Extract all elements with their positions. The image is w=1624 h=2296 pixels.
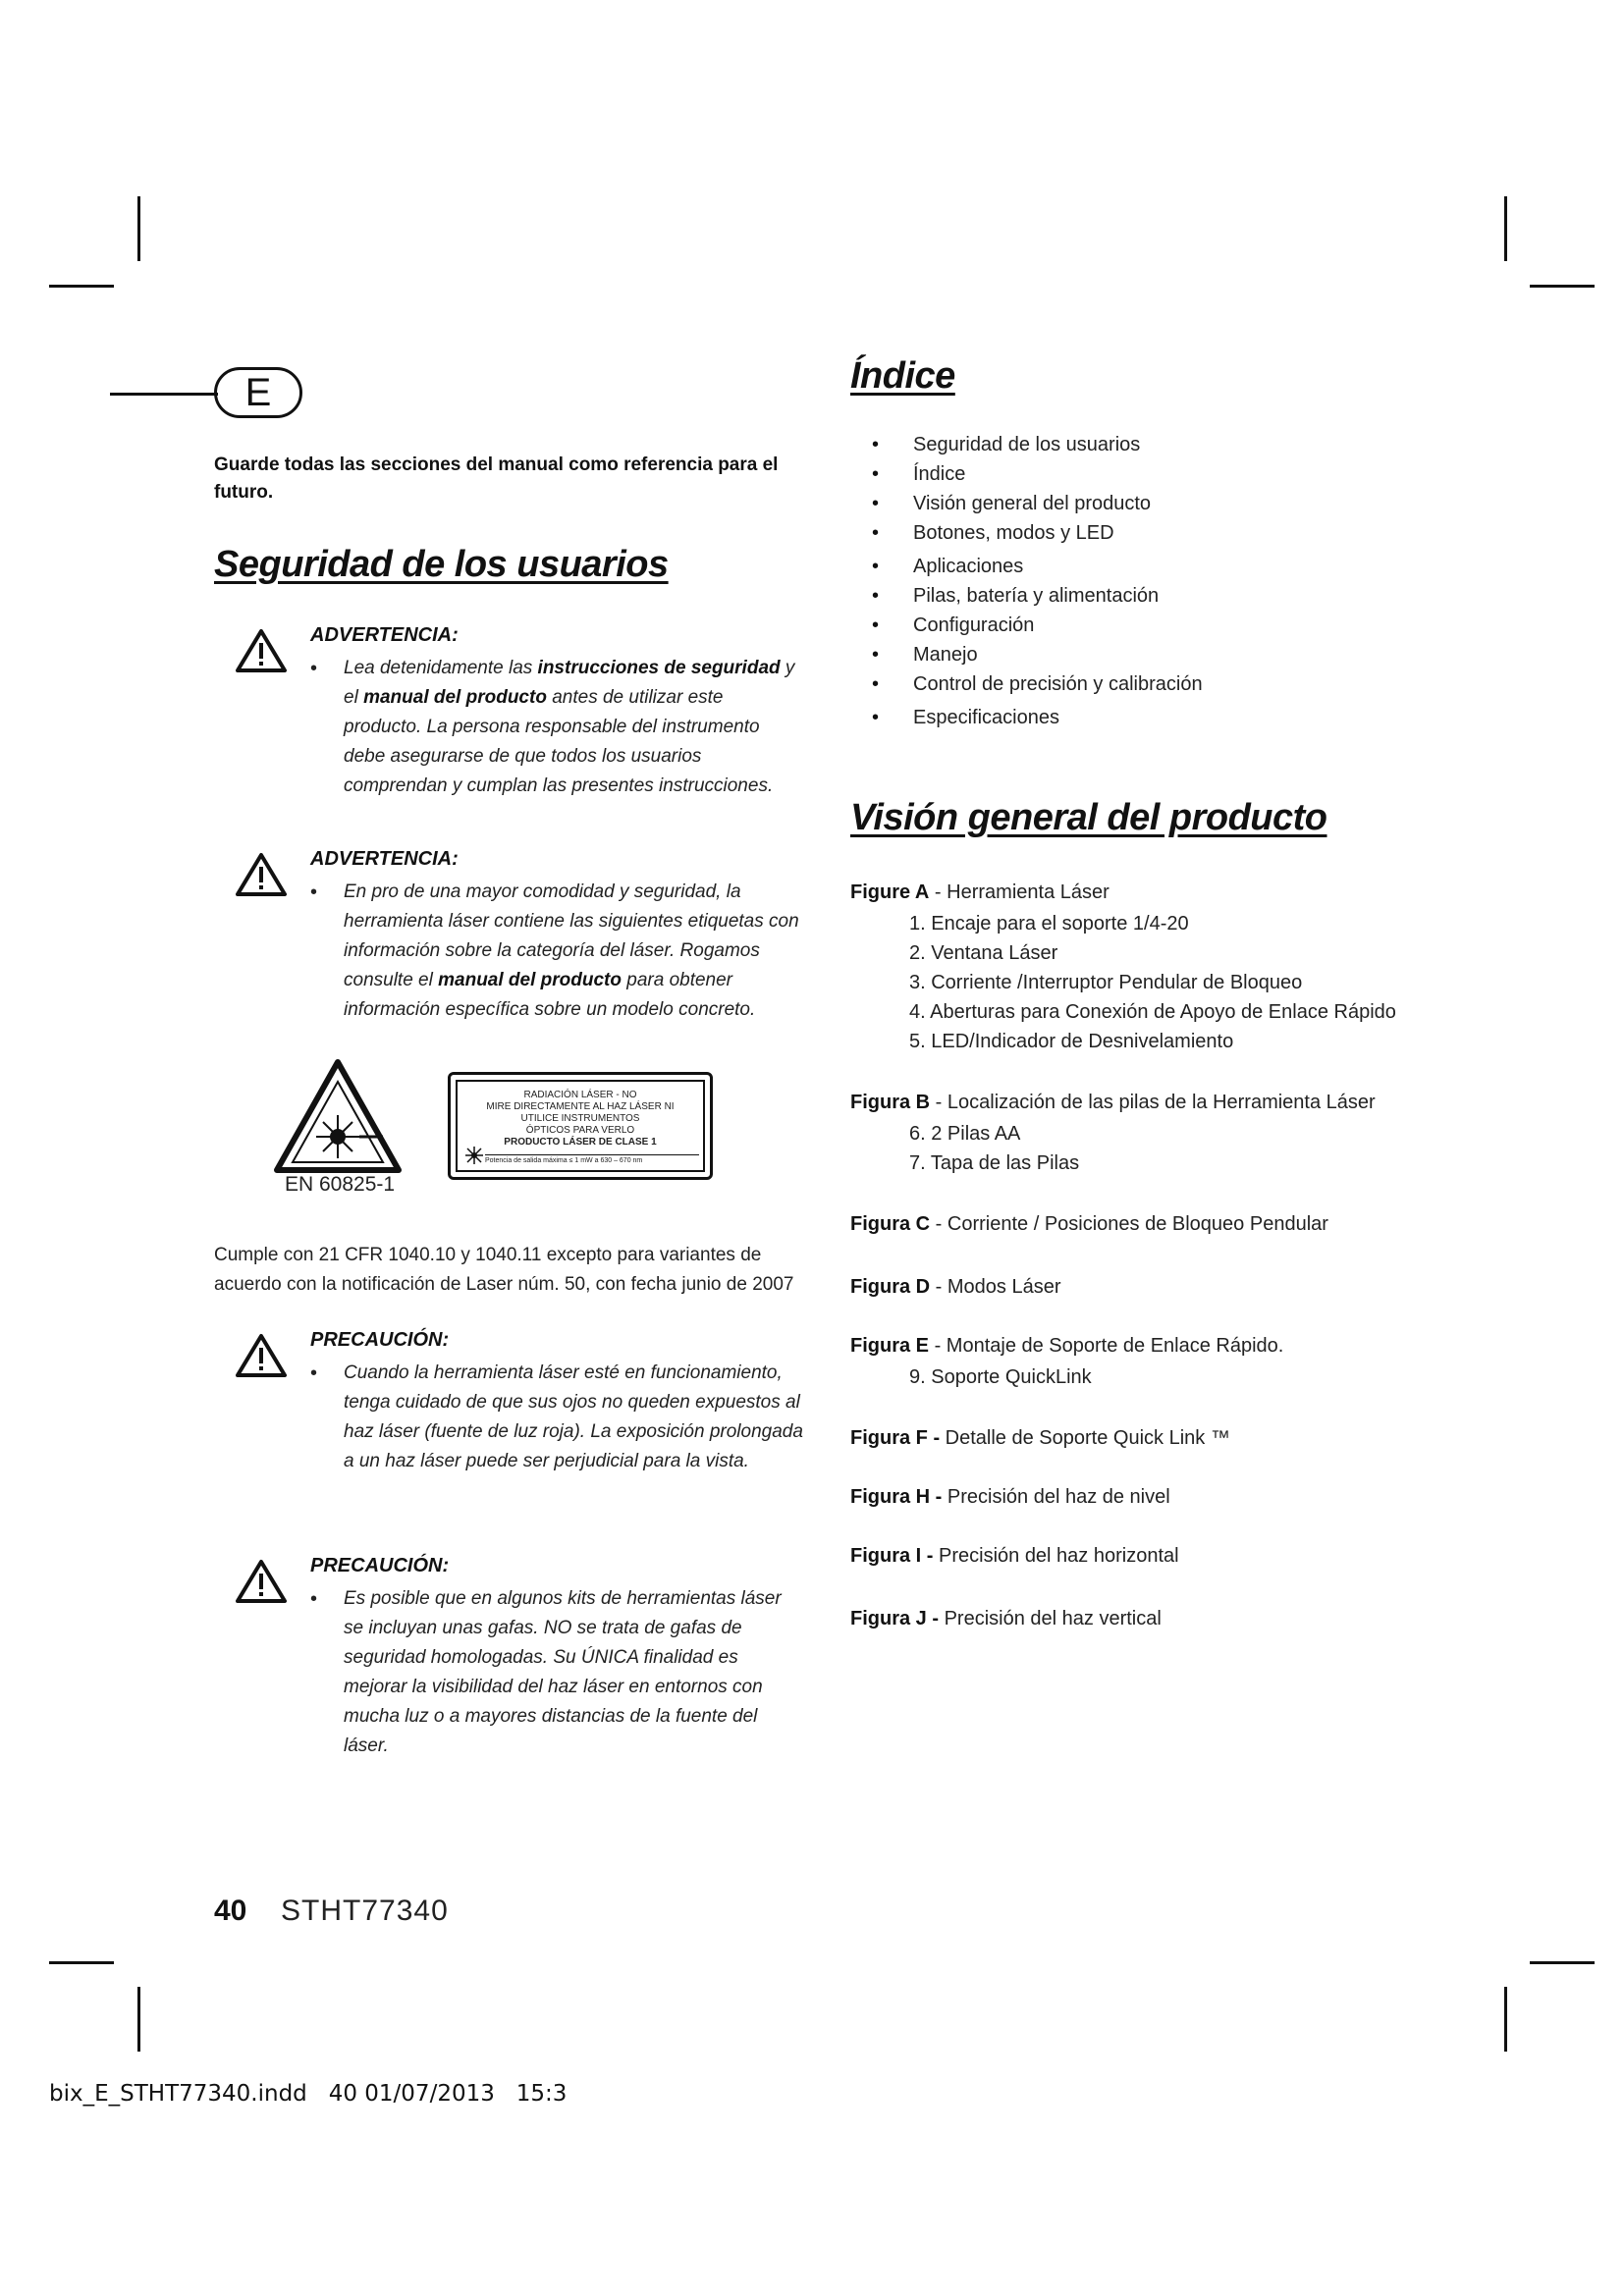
figure-item: 9. Soporte QuickLink — [909, 1366, 1092, 1388]
label-line: MIRE DIRECTAMENTE AL HAZ LÁSER NI — [486, 1101, 675, 1112]
laser-star-icon — [465, 1147, 483, 1164]
laser-class-label — [448, 1072, 713, 1180]
warning-text: Lea detenidamente las instrucciones de seguridad y el manual del producto antes de utilizar este producto. La persona responsable del instrumento debe asegurarse de que todos los usuarios comprendan y cumplan las presentes instrucciones. — [344, 658, 795, 796]
caution-block — [236, 1329, 805, 1525]
bullet: • — [310, 881, 318, 903]
toc-item: • Pilas, batería y alimentación — [872, 581, 1203, 611]
figure-item: 7. Tapa de las Pilas — [909, 1152, 1080, 1174]
figure-d: Figura D - Modos Láser — [850, 1276, 1061, 1298]
warning-triangle-icon — [236, 852, 287, 897]
toc-heading: Índice — [850, 355, 955, 397]
caution-text: Es posible que en algunos kits de herramientas láser se incluyan unas gafas. NO se trata de gafas de seguridad homologadas. Su ÚNICA finalidad es mejorar la visibilidad del haz láser en entornos con mucha luz o a mayores distancias de la fuente del láser. — [344, 1588, 782, 1756]
warning-block — [236, 624, 805, 821]
figure-c: Figura C - Corriente / Posiciones de Bloqueo Pendular — [850, 1213, 1328, 1235]
crop-mark — [1530, 285, 1595, 288]
toc-item: • Botones, modos y LED — [872, 518, 1203, 548]
figure-b: Figura B - Localización de las pilas de la Herramienta Láser — [850, 1092, 1376, 1113]
caution-text: Cuando la herramienta láser esté en funcionamiento, tenga cuidado de que sus ojos no queden expuestos al haz láser (fuente de luz roja). La exposición prolongada a un haz láser puede ser perjudicial para la vista. — [344, 1362, 803, 1471]
figure-i: Figura I - Precisión del haz horizontal — [850, 1545, 1179, 1567]
crop-mark — [1504, 1987, 1507, 2052]
label-line: UTILICE INSTRUMENTOS — [520, 1113, 640, 1124]
crop-mark — [137, 1987, 140, 2052]
safety-heading: Seguridad de los usuarios — [214, 544, 669, 585]
toc-item: • Especificaciones — [872, 703, 1203, 732]
warning-triangle-icon — [236, 1559, 287, 1604]
label-footer: Potencia de salida máxima ≤ 1 mW a 630 – 670 nm — [485, 1154, 699, 1167]
label-line: PRODUCTO LÁSER DE CLASE 1 — [504, 1137, 657, 1148]
crop-mark — [49, 285, 114, 288]
figure-item: 2. Ventana Láser — [909, 942, 1058, 964]
toc-item: • Aplicaciones — [872, 552, 1203, 581]
warning-title: ADVERTENCIA: — [310, 624, 459, 646]
language-tab-line — [110, 393, 218, 396]
toc-item: • Seguridad de los usuarios — [872, 430, 1203, 459]
figure-item: 6. 2 Pilas AA — [909, 1123, 1021, 1145]
intro-note: Guarde todas las secciones del manual como referencia para el futuro. — [214, 454, 779, 503]
caution-block — [236, 1555, 805, 1781]
figure-item: 4. Aberturas para Conexión de Apoyo de Enlace Rápido — [909, 1001, 1396, 1023]
print-slug: bix_E_STHT77340.indd 40 01/07/2013 15:3 — [49, 2081, 568, 2107]
table-of-contents — [872, 430, 1203, 732]
warning-title: ADVERTENCIA: — [310, 848, 459, 870]
compliance-text: Cumple con 21 CFR 1040.10 y 1040.11 excepto para variantes de acuerdo con la notificación de Laser núm. 50, con fecha junio de 2007 — [214, 1245, 794, 1295]
figure-item: 1. Encaje para el soporte 1/4-20 — [909, 913, 1189, 934]
toc-item: • Control de precisión y calibración — [872, 669, 1203, 699]
bullet: • — [310, 658, 318, 679]
overview-heading: Visión general del producto — [850, 797, 1327, 838]
warning-text: En pro de una mayor comodidad y seguridad, la herramienta láser contiene las siguientes etiquetas con información sobre la categoría del láser. Rogamos consulte el manual del producto para obtener información específica sobre un modelo concreto. — [344, 881, 799, 1020]
figure-item: 5. LED/Indicador de Desnivelamiento — [909, 1031, 1234, 1052]
model-number: STHT77340 — [281, 1895, 449, 1927]
figure-j: Figura J - Precisión del haz vertical — [850, 1608, 1162, 1629]
toc-item: • Manejo — [872, 640, 1203, 669]
warning-block — [236, 848, 805, 1044]
crop-mark — [49, 1961, 114, 1964]
figure-f: Figura F - Detalle de Soporte Quick Link ™ — [850, 1427, 1230, 1449]
figure-item: 3. Corriente /Interruptor Pendular de Bloqueo — [909, 972, 1303, 993]
laser-standard: EN 60825-1 — [285, 1173, 396, 1196]
crop-mark — [1530, 1961, 1595, 1964]
figure-a: Figure A - Herramienta Láser — [850, 881, 1110, 903]
language-tab: E — [214, 367, 302, 418]
laser-hazard-icon — [273, 1058, 403, 1174]
caution-title: PRECAUCIÓN: — [310, 1555, 450, 1576]
crop-mark — [1504, 196, 1507, 261]
label-line: ÓPTICOS PARA VERLO — [525, 1125, 635, 1136]
caution-title: PRECAUCIÓN: — [310, 1329, 450, 1351]
toc-item: • Visión general del producto — [872, 489, 1203, 518]
warning-triangle-icon — [236, 1333, 287, 1378]
page-number: 40 — [214, 1895, 247, 1927]
figure-e: Figura E - Montaje de Soporte de Enlace Rápido. — [850, 1335, 1284, 1357]
figure-h: Figura H - Precisión del haz de nivel — [850, 1486, 1170, 1508]
crop-mark — [137, 196, 140, 261]
toc-item: • Índice — [872, 459, 1203, 489]
bullet: • — [310, 1362, 318, 1384]
bullet: • — [310, 1588, 318, 1610]
warning-triangle-icon — [236, 628, 287, 673]
toc-item: • Configuración — [872, 611, 1203, 640]
label-line: RADIACIÓN LÁSER - NO — [523, 1090, 637, 1100]
